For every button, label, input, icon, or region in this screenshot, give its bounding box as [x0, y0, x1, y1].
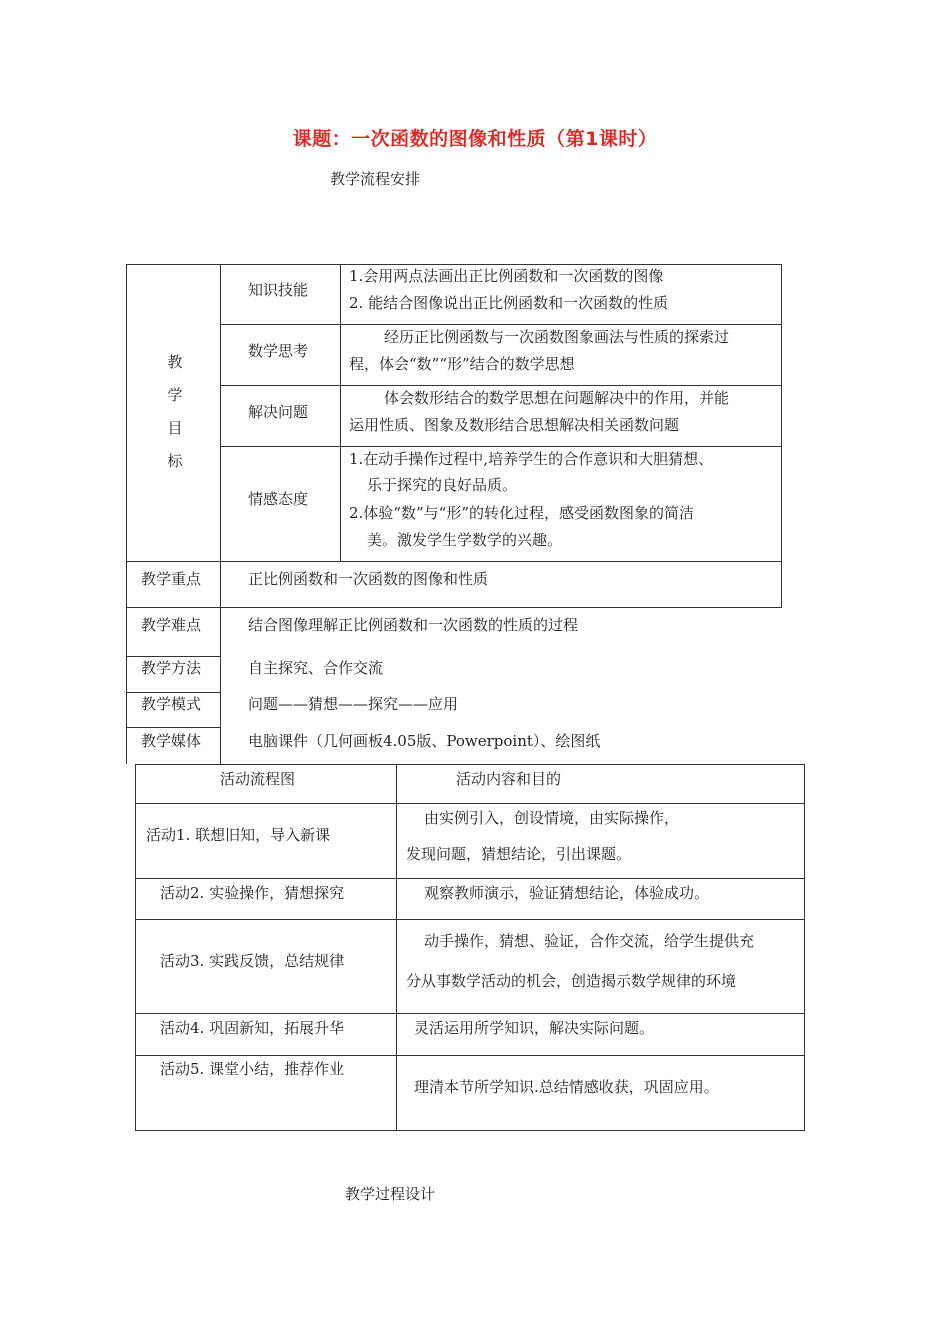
objective-label: 知识技能	[248, 281, 309, 299]
objective-text: 经历正比例函数与一次函数图象画法与性质的探索过	[384, 328, 730, 346]
activity-name: 活动4. 巩固新知，拓展升华	[160, 1019, 345, 1037]
objectives-header-char: 学	[167, 386, 183, 404]
info-label: 教学模式	[141, 695, 202, 713]
section-heading-process: 教学过程设计	[345, 1185, 436, 1203]
activity-content: 由实例引入，创设情境，由实际操作，	[424, 809, 680, 827]
objective-text: 2.体验“数”与“形”的转化过程，感受函数图象的简洁	[349, 504, 694, 522]
activity-content: 发现问题，猜想结论，引出课题。	[406, 845, 632, 863]
objectives-header-char: 目	[167, 419, 183, 437]
activity-name: 活动1. 联想旧知，导入新课	[146, 826, 331, 844]
objectives-header-char: 标	[167, 452, 183, 470]
objective-text: 2. 能结合图像说出正比例函数和一次函数的性质	[349, 294, 669, 312]
info-value: 自主探究、合作交流	[248, 659, 384, 677]
objective-text: 运用性质、图象及数形结合思想解决相关函数问题	[349, 416, 680, 434]
info-value: 电脑课件（几何画板4.05版、Powerpoint）、绘图纸	[248, 732, 601, 750]
activity-name: 活动3. 实践反馈，总结规律	[160, 952, 345, 970]
info-label: 教学方法	[141, 659, 202, 677]
activity-content: 理清本节所学知识.总结情感收获，巩固应用。	[414, 1078, 719, 1096]
info-value: 结合图像理解正比例函数和一次函数的性质的过程	[248, 616, 579, 634]
info-value: 问题——猜想——探究——应用	[248, 695, 459, 713]
objective-label: 解决问题	[248, 403, 309, 421]
objective-text: 美。激发学生学数学的兴趣。	[367, 531, 563, 549]
objective-text: 1.在动手操作过程中,培养学生的合作意识和大胆猜想、	[349, 450, 714, 468]
activity-content: 观察教师演示，验证猜想结论，体验成功。	[424, 884, 710, 902]
objectives-header-char: 教	[167, 353, 183, 371]
info-label: 教学重点	[141, 570, 202, 588]
activities-header-flow: 活动流程图	[220, 770, 296, 788]
info-value: 正比例函数和一次函数的图像和性质	[248, 570, 489, 588]
info-label: 教学媒体	[141, 732, 202, 750]
activity-name: 活动5. 课堂小结，推荐作业	[160, 1060, 345, 1078]
objective-text: 乐于探究的良好品质。	[367, 476, 518, 494]
objective-text: 1.会用两点法画出正比例函数和一次函数的图像	[349, 267, 664, 285]
objective-text: 程，体会“数”“形”结合的数学思想	[349, 355, 575, 373]
activity-name: 活动2. 实验操作，猜想探究	[160, 884, 345, 902]
activity-content: 分从事数学活动的机会，创造揭示数学规律的环境	[406, 972, 737, 990]
objective-label: 数学思考	[248, 342, 309, 360]
info-label: 教学难点	[141, 616, 202, 634]
objective-text: 体会数形结合的数学思想在问题解决中的作用，并能	[384, 389, 730, 407]
activity-content: 动手操作，猜想、验证，合作交流，给学生提供充	[424, 932, 755, 950]
section-heading-flow: 教学流程安排	[330, 170, 421, 188]
activities-header-content: 活动内容和目的	[456, 770, 562, 788]
page-title: 课题：一次函数的图像和性质（第1课时）	[292, 128, 658, 150]
objective-label: 情感态度	[248, 490, 309, 508]
activity-content: 灵活运用所学知识，解决实际问题。	[414, 1019, 655, 1037]
